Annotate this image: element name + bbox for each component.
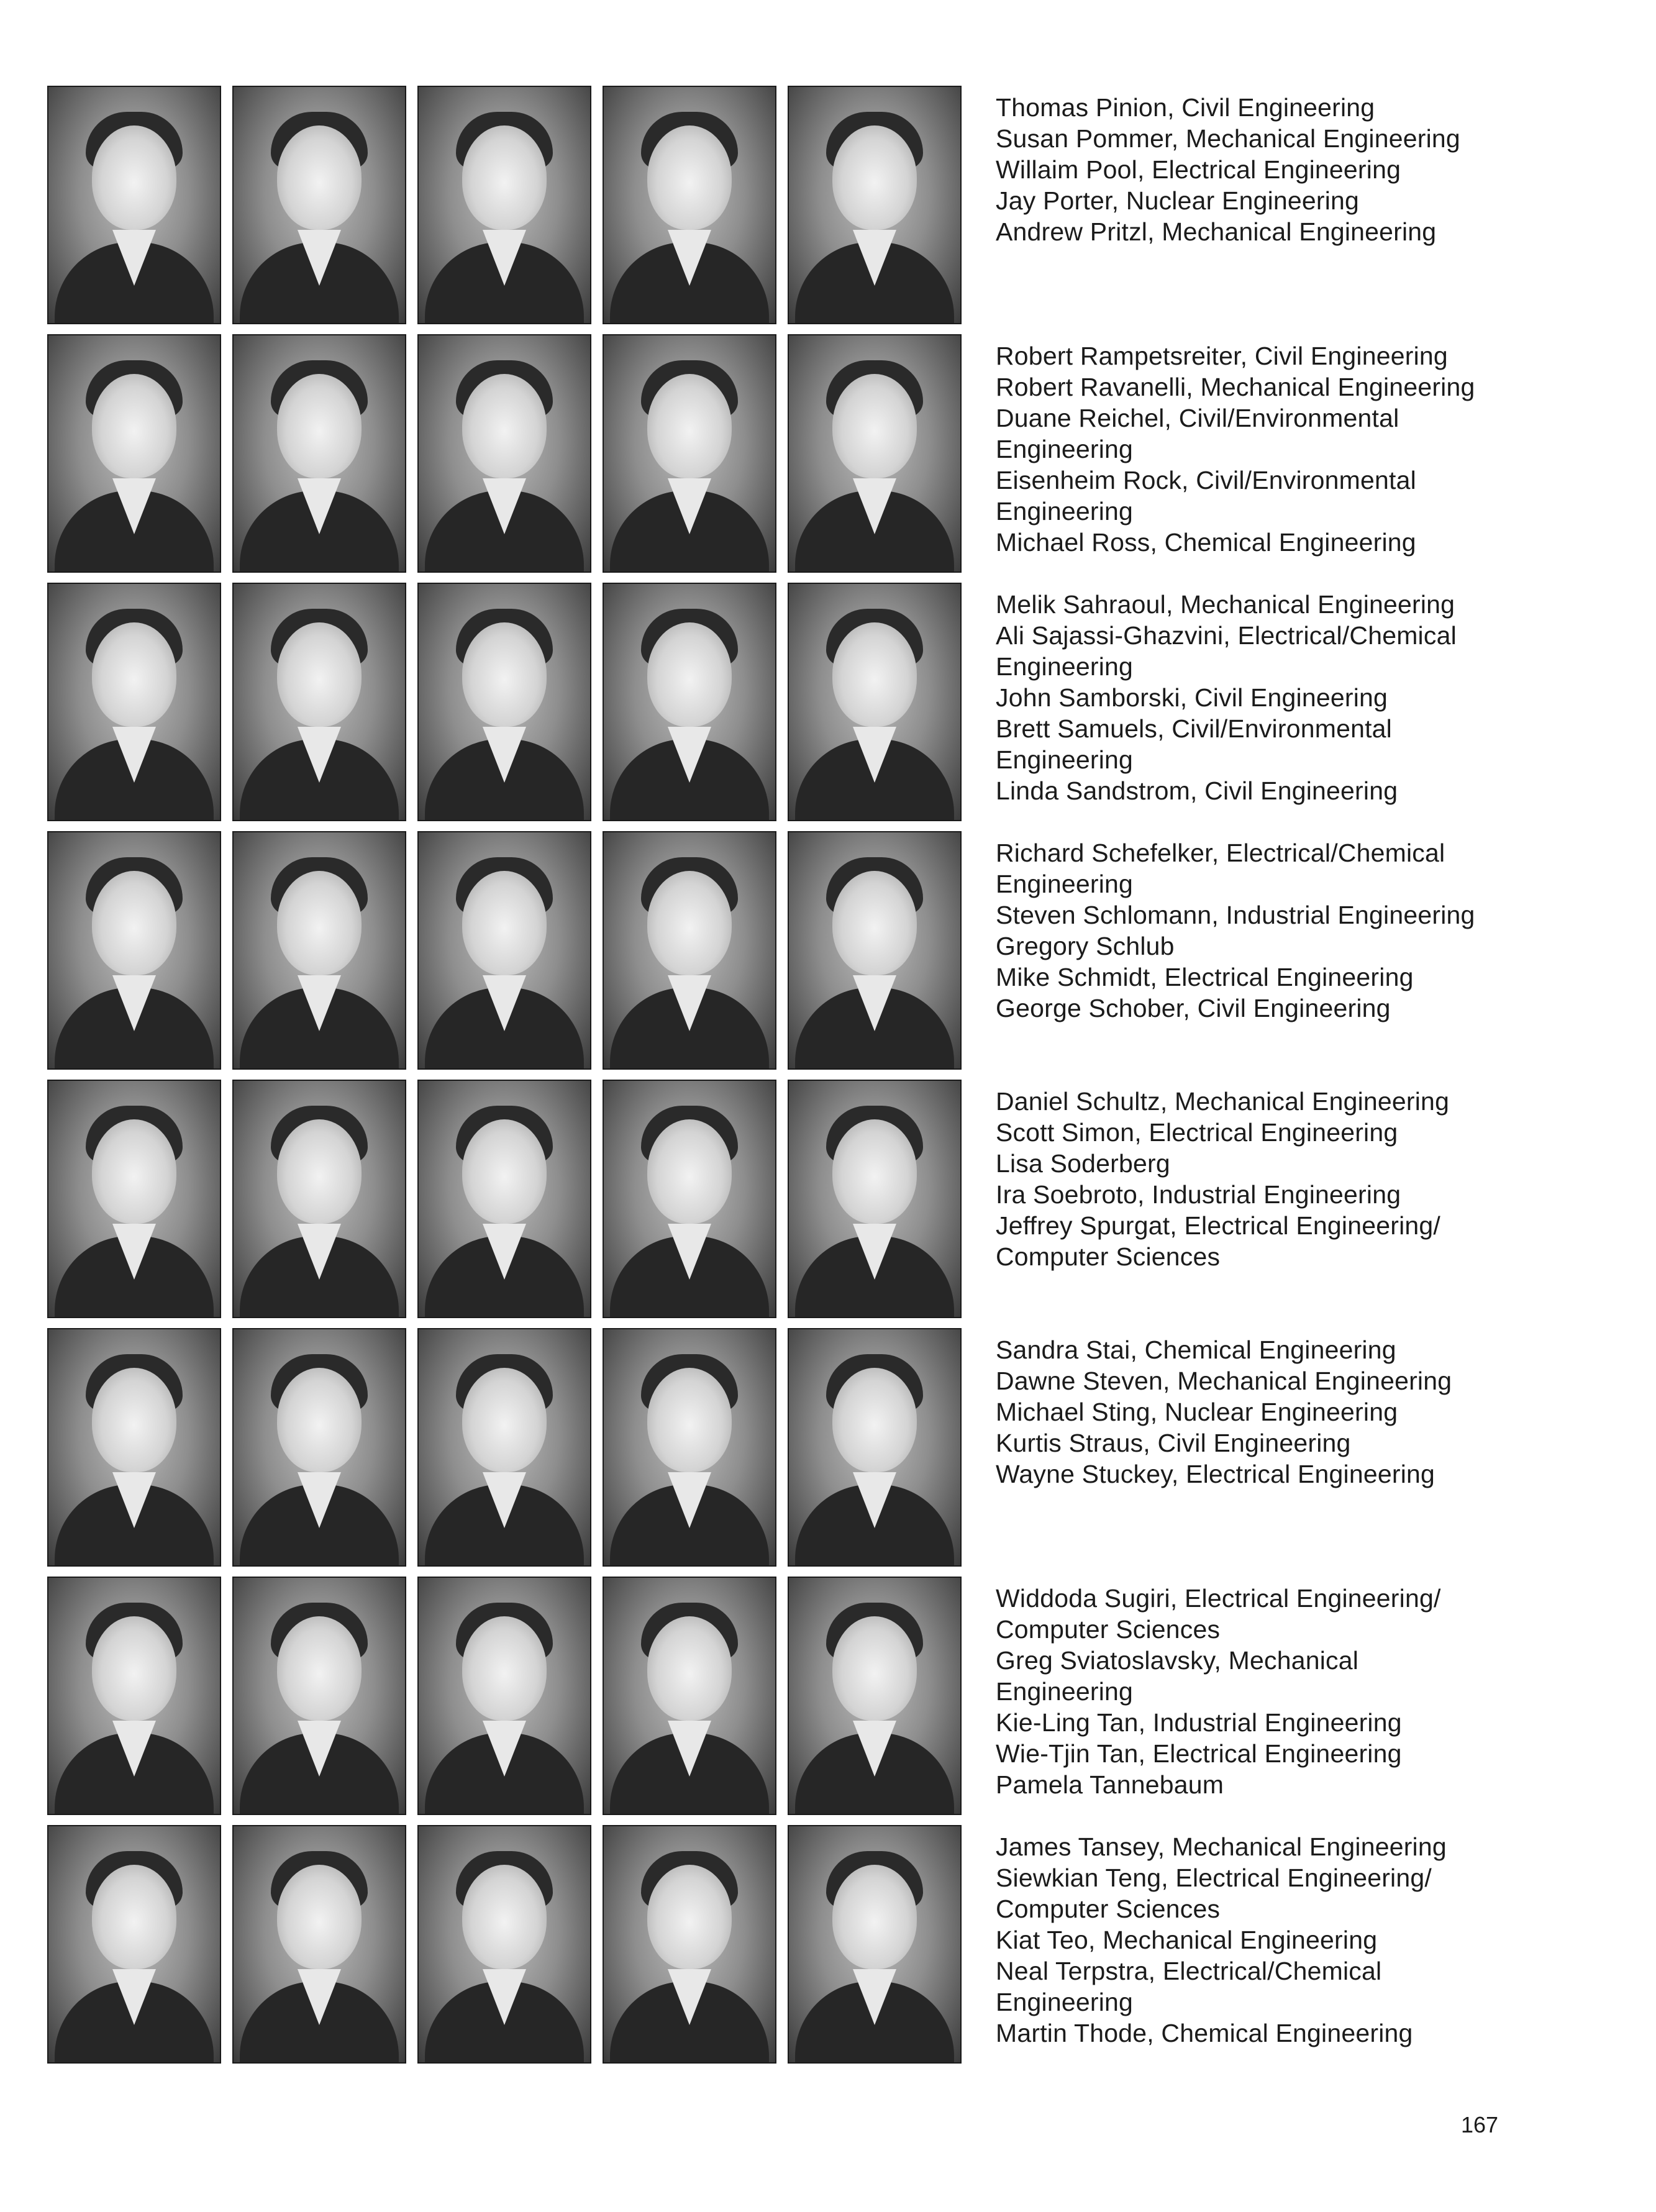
caption-line: Linda Sandstrom, Civil Engineering xyxy=(996,776,1398,805)
student-portrait xyxy=(788,831,962,1070)
caption-block xyxy=(996,837,1542,1024)
caption-line: Lisa Soderberg xyxy=(996,1149,1170,1178)
student-portrait xyxy=(417,1080,591,1318)
student-portrait xyxy=(417,1825,591,2064)
student-portrait xyxy=(47,1328,221,1567)
caption-line: Engineering xyxy=(996,435,1134,463)
caption-line: Thomas Pinion, Civil Engineering xyxy=(996,93,1375,122)
portrait-head xyxy=(647,1368,732,1472)
caption-line: Greg Sviatoslavsky, Mechanical xyxy=(996,1646,1359,1675)
portrait-row xyxy=(47,334,969,573)
portrait-head xyxy=(92,374,176,478)
caption-line: Eisenheim Rock, Civil/Environmental xyxy=(996,466,1416,494)
student-portrait xyxy=(232,86,406,324)
portrait-row xyxy=(47,1328,969,1567)
student-portrait xyxy=(47,86,221,324)
portrait-head xyxy=(832,1368,917,1472)
student-portrait xyxy=(603,1825,776,2064)
portrait-head xyxy=(832,1616,917,1721)
caption-line: Scott Simon, Electrical Engineering xyxy=(996,1118,1398,1147)
caption-line: Ali Sajassi-Ghazvini, Electrical/Chemical xyxy=(996,621,1457,650)
student-portrait xyxy=(417,86,591,324)
portrait-head xyxy=(277,871,362,975)
student-portrait xyxy=(232,334,406,573)
portrait-head xyxy=(832,1119,917,1224)
student-portrait xyxy=(603,1577,776,1815)
portrait-head xyxy=(647,1119,732,1224)
student-portrait xyxy=(788,1328,962,1567)
caption-line: Robert Rampetsreiter, Civil Engineering xyxy=(996,342,1448,370)
portrait-head xyxy=(647,374,732,478)
portrait-head xyxy=(277,622,362,727)
caption-block xyxy=(996,1831,1542,2049)
portrait-head xyxy=(92,1368,176,1472)
portrait-head xyxy=(647,1616,732,1721)
portrait-head xyxy=(462,871,547,975)
portrait-head xyxy=(832,622,917,727)
caption-line: Jeffrey Spurgat, Electrical Engineering/ xyxy=(996,1211,1441,1240)
student-portrait xyxy=(788,1825,962,2064)
caption-line: Pamela Tannebaum xyxy=(996,1770,1224,1799)
portrait-head xyxy=(277,374,362,478)
portrait-head xyxy=(832,1865,917,1969)
student-portrait xyxy=(47,1825,221,2064)
caption-line: Melik Sahraoul, Mechanical Engineering xyxy=(996,590,1455,619)
student-portrait xyxy=(788,1080,962,1318)
portrait-head xyxy=(277,1368,362,1472)
caption-line: Willaim Pool, Electrical Engineering xyxy=(996,155,1401,184)
portrait-head xyxy=(462,1865,547,1969)
portrait-head xyxy=(92,1119,176,1224)
caption-line: Engineering xyxy=(996,497,1134,526)
portrait-head xyxy=(92,622,176,727)
student-portrait xyxy=(417,1328,591,1567)
portrait-head xyxy=(92,1616,176,1721)
caption-block xyxy=(996,1086,1542,1272)
caption-line: Andrew Pritzl, Mechanical Engineering xyxy=(996,217,1437,246)
caption-block xyxy=(996,1583,1542,1800)
portrait-row xyxy=(47,1825,969,2064)
portrait-head xyxy=(462,1368,547,1472)
student-portrait xyxy=(788,1577,962,1815)
caption-line: Michael Sting, Nuclear Engineering xyxy=(996,1398,1398,1426)
student-portrait xyxy=(603,334,776,573)
caption-line: Steven Schlomann, Industrial Engineering xyxy=(996,901,1475,929)
student-portrait xyxy=(47,1577,221,1815)
student-portrait xyxy=(47,831,221,1070)
caption-line: George Schober, Civil Engineering xyxy=(996,994,1391,1022)
student-portrait xyxy=(788,86,962,324)
portrait-head xyxy=(462,125,547,230)
portrait-head xyxy=(832,374,917,478)
portrait-head xyxy=(647,622,732,727)
caption-line: Engineering xyxy=(996,1677,1134,1706)
portrait-head xyxy=(462,1616,547,1721)
portrait-row xyxy=(47,1577,969,1815)
student-portrait xyxy=(603,1080,776,1318)
caption-line: Wayne Stuckey, Electrical Engineering xyxy=(996,1460,1435,1488)
student-portrait xyxy=(788,334,962,573)
student-portrait xyxy=(232,1080,406,1318)
student-portrait xyxy=(417,831,591,1070)
caption-line: Engineering xyxy=(996,870,1134,898)
caption-line: Michael Ross, Chemical Engineering xyxy=(996,528,1416,557)
caption-line: Kurtis Straus, Civil Engineering xyxy=(996,1429,1351,1457)
caption-line: Computer Sciences xyxy=(996,1242,1221,1271)
caption-line: James Tansey, Mechanical Engineering xyxy=(996,1832,1447,1861)
student-portrait xyxy=(47,1080,221,1318)
caption-line: Computer Sciences xyxy=(996,1895,1221,1923)
portrait-head xyxy=(92,1865,176,1969)
student-portrait xyxy=(232,831,406,1070)
student-portrait xyxy=(417,334,591,573)
portrait-head xyxy=(277,1616,362,1721)
caption-line: Jay Porter, Nuclear Engineering xyxy=(996,186,1360,215)
student-portrait xyxy=(788,583,962,821)
student-portrait xyxy=(47,334,221,573)
portrait-head xyxy=(647,125,732,230)
caption-line: Neal Terpstra, Electrical/Chemical xyxy=(996,1957,1382,1985)
student-portrait xyxy=(232,1825,406,2064)
student-portrait xyxy=(603,86,776,324)
portrait-head xyxy=(462,374,547,478)
caption-line: Computer Sciences xyxy=(996,1615,1221,1644)
caption-line: Wie-Tjin Tan, Electrical Engineering xyxy=(996,1739,1402,1768)
caption-block xyxy=(996,1334,1542,1490)
caption-line: Robert Ravanelli, Mechanical Engineering xyxy=(996,373,1475,401)
caption-line: Widdoda Sugiri, Electrical Engineering/ xyxy=(996,1584,1441,1613)
page-number: 167 xyxy=(1461,2112,1499,2137)
caption-line: Martin Thode, Chemical Engineering xyxy=(996,2019,1413,2047)
portrait-head xyxy=(832,871,917,975)
caption-line: Kiat Teo, Mechanical Engineering xyxy=(996,1926,1378,1954)
student-portrait xyxy=(232,1328,406,1567)
student-portrait xyxy=(232,583,406,821)
portrait-head xyxy=(647,1865,732,1969)
student-portrait xyxy=(417,583,591,821)
caption-line: Kie-Ling Tan, Industrial Engineering xyxy=(996,1708,1402,1737)
caption-block xyxy=(996,340,1542,558)
student-portrait xyxy=(603,1328,776,1567)
caption-line: Daniel Schultz, Mechanical Engineering xyxy=(996,1087,1450,1116)
caption-line: Sandra Stai, Chemical Engineering xyxy=(996,1336,1396,1364)
portrait-head xyxy=(462,1119,547,1224)
caption-line: Engineering xyxy=(996,652,1134,681)
caption-line: Engineering xyxy=(996,1988,1134,2016)
portrait-head xyxy=(277,125,362,230)
caption-line: Mike Schmidt, Electrical Engineering xyxy=(996,963,1414,991)
portrait-row xyxy=(47,86,969,324)
portrait-row xyxy=(47,831,969,1070)
student-portrait xyxy=(417,1577,591,1815)
caption-block xyxy=(996,589,1542,806)
student-portrait xyxy=(232,1577,406,1815)
caption-line: Brett Samuels, Civil/Environmental xyxy=(996,714,1392,743)
portrait-row xyxy=(47,1080,969,1318)
portrait-head xyxy=(277,1119,362,1224)
caption-line: Gregory Schlub xyxy=(996,932,1175,960)
portrait-head xyxy=(462,622,547,727)
caption-line: John Samborski, Civil Engineering xyxy=(996,683,1388,712)
caption-line: Duane Reichel, Civil/Environmental xyxy=(996,404,1399,432)
caption-line: Dawne Steven, Mechanical Engineering xyxy=(996,1367,1452,1395)
portrait-head xyxy=(277,1865,362,1969)
portrait-head xyxy=(832,125,917,230)
portrait-row xyxy=(47,583,969,821)
portrait-head xyxy=(92,125,176,230)
caption-line: Susan Pommer, Mechanical Engineering xyxy=(996,124,1460,153)
caption-block xyxy=(996,92,1542,247)
caption-line: Ira Soebroto, Industrial Engineering xyxy=(996,1180,1401,1209)
caption-line: Richard Schefelker, Electrical/Chemical xyxy=(996,839,1445,867)
portrait-head xyxy=(92,871,176,975)
caption-line: Engineering xyxy=(996,745,1134,774)
student-portrait xyxy=(603,831,776,1070)
portrait-head xyxy=(647,871,732,975)
caption-line: Siewkian Teng, Electrical Engineering/ xyxy=(996,1864,1432,1892)
student-portrait xyxy=(603,583,776,821)
student-portrait xyxy=(47,583,221,821)
